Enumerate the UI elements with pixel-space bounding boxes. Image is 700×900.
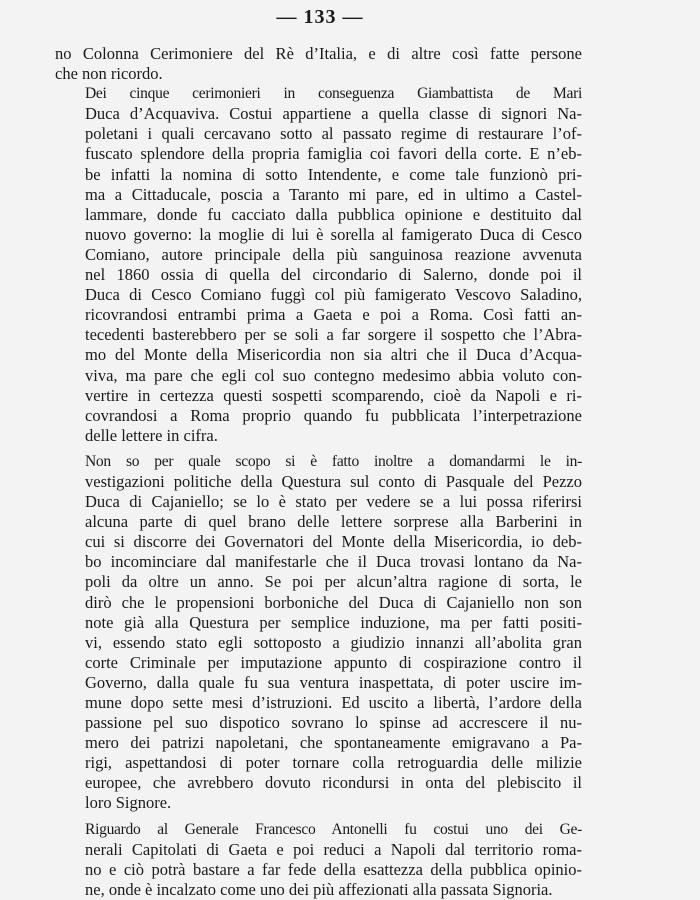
text-line: nel 1860 ossia di quella del circondario di Salerno, donde poi il — [85, 265, 582, 285]
text-line: fuscato splendore della propria famiglia coi favori della corte. E n’eb- — [85, 144, 582, 164]
text-line: vestigazioni politiche della Questura sul conto di Pasquale del Pezzo — [85, 471, 582, 491]
text-line: vi, essendo stato egli sottoposto a giudizio innanzi all’abolita gran — [85, 632, 582, 652]
text-line: no Colonna Cerimoniere del Rè d’Italia, e di altre così fatte persone — [55, 44, 582, 63]
text-line: bo incominciare dal manifestarle che il Duca trovasi lontano da Na- — [85, 552, 582, 572]
text-line: Duca di Cajaniello; se lo è stato per vedere se a lui possa riferirsi — [85, 492, 582, 512]
text-line: passione pel suo dispotico sovrano lo spinse ad accrescere il nu- — [85, 713, 582, 733]
text-line: dirò che le propensioni borboniche del Duca di Cajaniello non son — [85, 592, 582, 612]
text-line: be infatti la nomina di sotto Intendente, e come tale funzionò pri- — [85, 164, 582, 184]
text-line: tecedenti basterebbero per se soli a far sorgere il sospetto che l’Abra- — [85, 325, 582, 345]
text-line: loro Signore. — [85, 793, 172, 813]
text-line: Duca di Cesco Comiano fuggì col più famigerato Vescovo Saladino, — [85, 285, 582, 305]
text-line: mo del Monte della Misericordia non sia altri che il Duca d’Acqua- — [85, 345, 582, 365]
text-line: Non so per quale scopo si è fatto inoltre a domandarmi le in- — [85, 452, 582, 470]
text-line: ricovrandosi entrambi prima a Gaeta e poi a Roma. Così fatti an- — [85, 305, 582, 325]
text-line: delle lettere in cifra. — [85, 425, 218, 445]
paragraph — [55, 452, 582, 814]
text-line: viva, ma pare che egli col suo contegno medesimo abbia voluto con- — [85, 365, 582, 385]
body-text — [55, 44, 582, 900]
paragraph — [55, 44, 582, 84]
text-line: ma a Cittaducale, poscia a Taranto mi pare, ed in ultimo a Castel- — [85, 184, 582, 204]
text-line: Duca d’Acquaviva. Costui appartiene a quella classe di signori Na- — [85, 104, 582, 124]
text-line: mune dopo sette mesi d’istruzioni. Ed uscito a libertà, l’ardore della — [85, 693, 582, 712]
text-line: lammare, donde fu cacciato dalla pubblica opinione e destituito dal — [85, 204, 582, 224]
text-line: no e ciò potrà bastare a far fede della esattezza della pubblica opinio- — [85, 859, 582, 879]
text-line: poletani i quali cercavano sotto al passato regime di restaurare l’of- — [85, 124, 582, 144]
text-line: Governo, dalla quale fu sua ventura inaspettata, di poter uscire im- — [85, 672, 582, 692]
text-line: Riguardo al Generale Francesco Antonelli fu costui uno dei Ge- — [85, 820, 582, 838]
text-line: mero dei patrizi napoletani, che spontaneamente emigravano a Pa- — [85, 733, 582, 753]
page-number: — 133 — — [276, 6, 364, 28]
text-line: ne, onde è incalzato come uno dei più affezionati alla passata Signoria. — [85, 879, 553, 899]
text-line: rigi, aspettandosi di poter tornare colla retroguardia delle milizie — [85, 753, 582, 773]
text-line: vertire in certezza questi sospetti scomparendo, cioè da Napoli e ri- — [85, 385, 582, 405]
text-line: nerali Capitolati di Gaeta e poi reduci a Napoli dal territorio roma- — [85, 839, 582, 859]
paragraph — [55, 84, 582, 446]
paragraph — [55, 820, 582, 900]
text-line: alcuna parte di quel brano delle lettere sorprese alla Barberini in — [85, 512, 582, 532]
text-line: europee, che avrebbero dovuto ricondursi in onta del plebiscito il — [85, 773, 582, 793]
text-line: cui si discorre dei Governatori del Monte della Misericordia, io deb- — [85, 532, 582, 552]
text-line: Dei cinque cerimonieri in conseguenza Giambattista de Mari — [85, 85, 582, 103]
text-line: covrandosi a Roma proprio quando fu pubblicata l’interpetrazione — [85, 405, 582, 425]
text-line: che non ricordo. — [55, 64, 163, 84]
text-line: note già alla Questura per semplice induzione, ma per fatti positi- — [85, 612, 582, 632]
text-line: Comiano, autore principale della più sanguinosa reazione avvenuta — [85, 244, 582, 264]
text-line: poli da oltre un anno. Se poi per alcun’altra ragione di sorta, le — [85, 572, 582, 592]
text-line: nuovo governo: la moglie di lui è sorella al famigerato Duca di Cesco — [85, 224, 582, 244]
text-line: corte Criminale per imputazione appunto di cospirazione contro il — [85, 652, 582, 672]
